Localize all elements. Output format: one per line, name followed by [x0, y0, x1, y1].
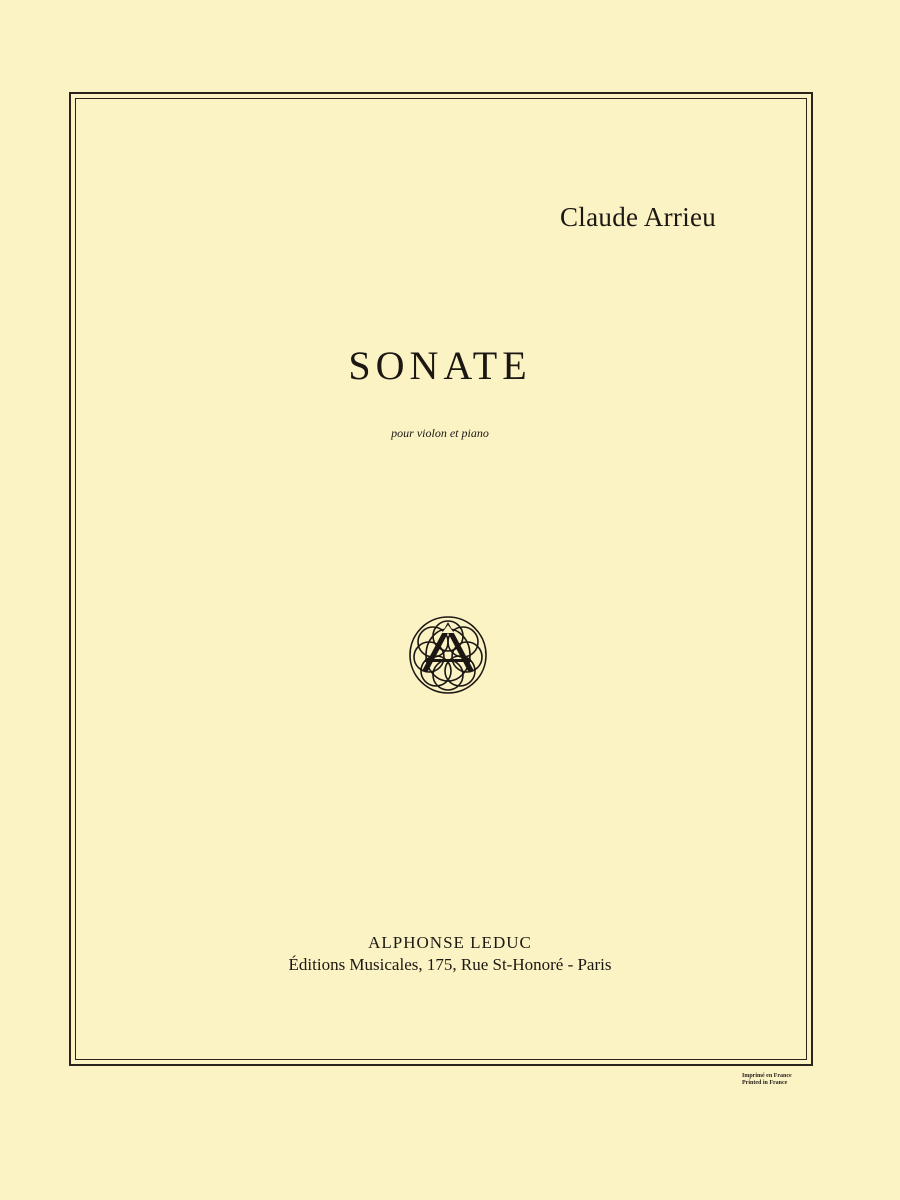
composer-name: Claude Arrieu — [560, 202, 717, 232]
printed-note-line-2: Printed in France — [742, 1080, 788, 1086]
printed-in-france-note — [742, 1073, 832, 1087]
inner-border-frame — [75, 98, 807, 1060]
printed-note-line-1: Imprimé en France — [742, 1073, 792, 1079]
instrumentation-subtitle: pour violon et piano — [391, 426, 489, 440]
publisher-name: ALPHONSE LEDUC — [368, 933, 532, 952]
work-title: SONATE — [348, 343, 532, 388]
publisher-emblem-icon — [406, 613, 490, 697]
publisher-address: Éditions Musicales, 175, Rue St-Honoré - Paris — [288, 955, 612, 974]
